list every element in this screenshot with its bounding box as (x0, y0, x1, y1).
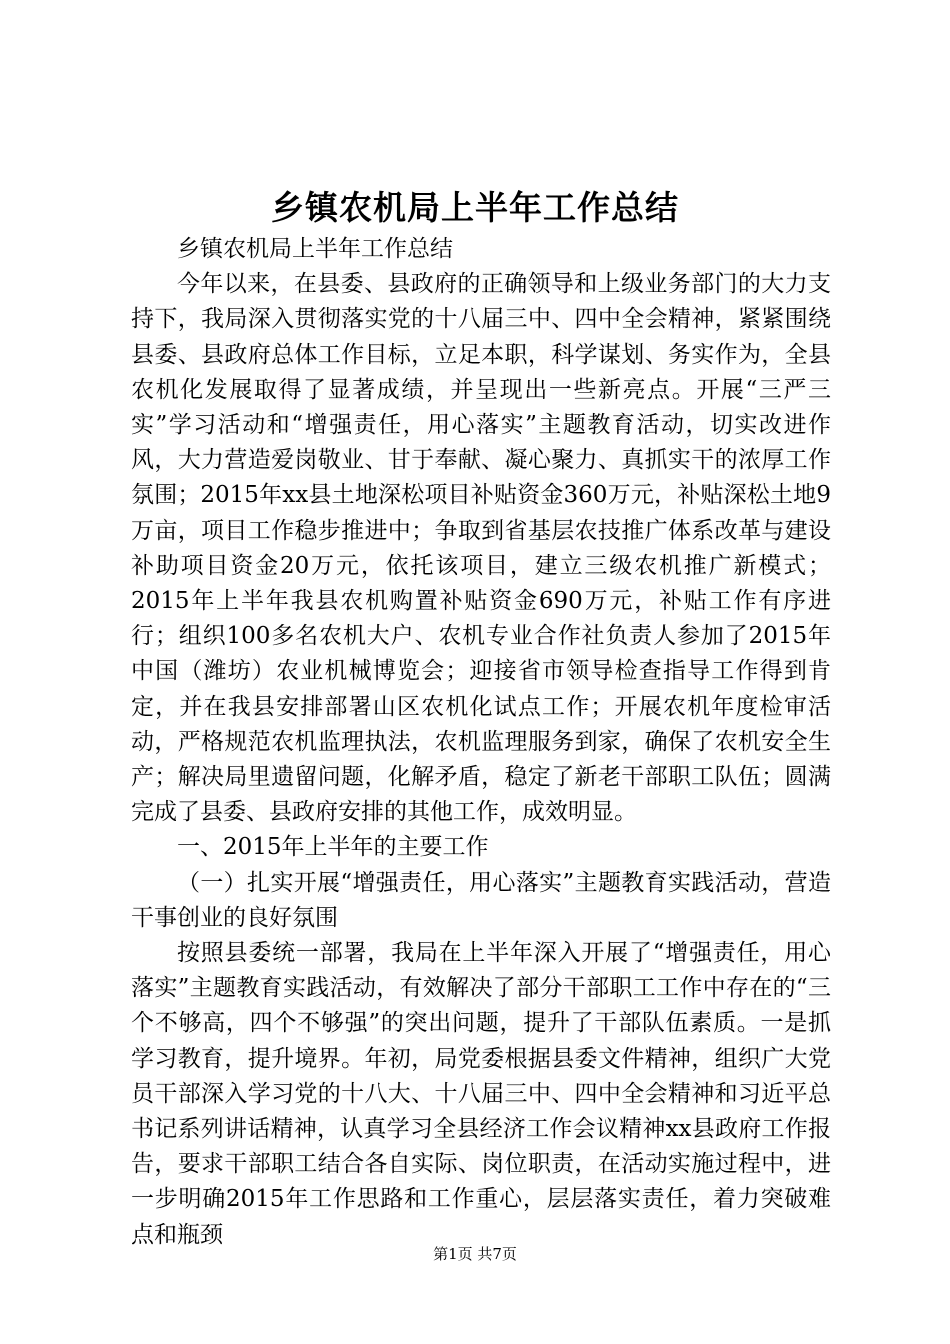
document-title: 乡镇农机局上半年工作总结 (271, 188, 679, 227)
document-body (131, 232, 831, 1253)
paragraph-subtitle: 乡镇农机局上半年工作总结 (177, 236, 453, 262)
subsection-heading: （一）扎实开展“增强责任，用心落实”主题教育实践活动，营造干事创业的良好氛围 (131, 869, 831, 931)
paragraph-intro: 今年以来，在县委、县政府的正确领导和上级业务部门的大力支持下，我局深入贯彻落实党的十八届三中、四中全会精神，紧紧围绕县委、县政府总体工作目标，立足本职，科学谋划、务实作为，全县农机化发展取得了显著成绩，并呈现出一些新亮点。开展“三严三实”学习活动和“增强责任，用心落实”主题教育活动，切实改进作风，大力营造爱岗敬业、甘于奉献、凝心聚力、真抓实干的浓厚工作氛围；2015年xx县土地深松项目补贴资金360万元，补贴深松土地9万亩，项目工作稳步推进中；争取到省基层农技推广体系改革与建设补助项目资金20万元，依托该项目，建立三级农机推广新模式；2015年上半年我县农机购置补贴资金690万元，补贴工作有序进行；组织100多名农机大户、农机专业合作社负责人参加了2015年中国（潍坊）农业机械博览会；迎接省市领导检查指导工作得到肯定，并在我县安排部署山区农机化试点工作；开展农机年度检审活动，严格规范农机监理执法，农机监理服务到家，确保了农机安全生产；解决局里遗留问题，化解矛盾，稳定了新老干部职工队伍；圆满完成了县委、县政府安排的其他工作，成效明显。 (131, 271, 831, 826)
page-number-footer: 第1页 共7页 (433, 1245, 517, 1263)
section-heading: 一、2015年上半年的主要工作 (177, 834, 489, 861)
paragraph-body: 按照县委统一部署，我局在上半年深入开展了“增强责任，用心落实”主题教育实践活动，有效解决了部分干部职工工作中存在的“三个不够高，四个不够强”的突出问题，提升了干部队伍素质。一是抓学习教育，提升境界。年初，局党委根据县委文件精神，组织广大党员干部深入学习党的十八大、十八届三中、四中全会精神和习近平总书记系列讲话精神，认真学习全县经济工作会议精神xx县政府工作报告，要求干部职工结合各自实际、岗位职责，在活动实施过程中，进一步明确2015年工作思路和工作重心，层层落实责任，着力突破难点和瓶颈 (131, 940, 831, 1248)
